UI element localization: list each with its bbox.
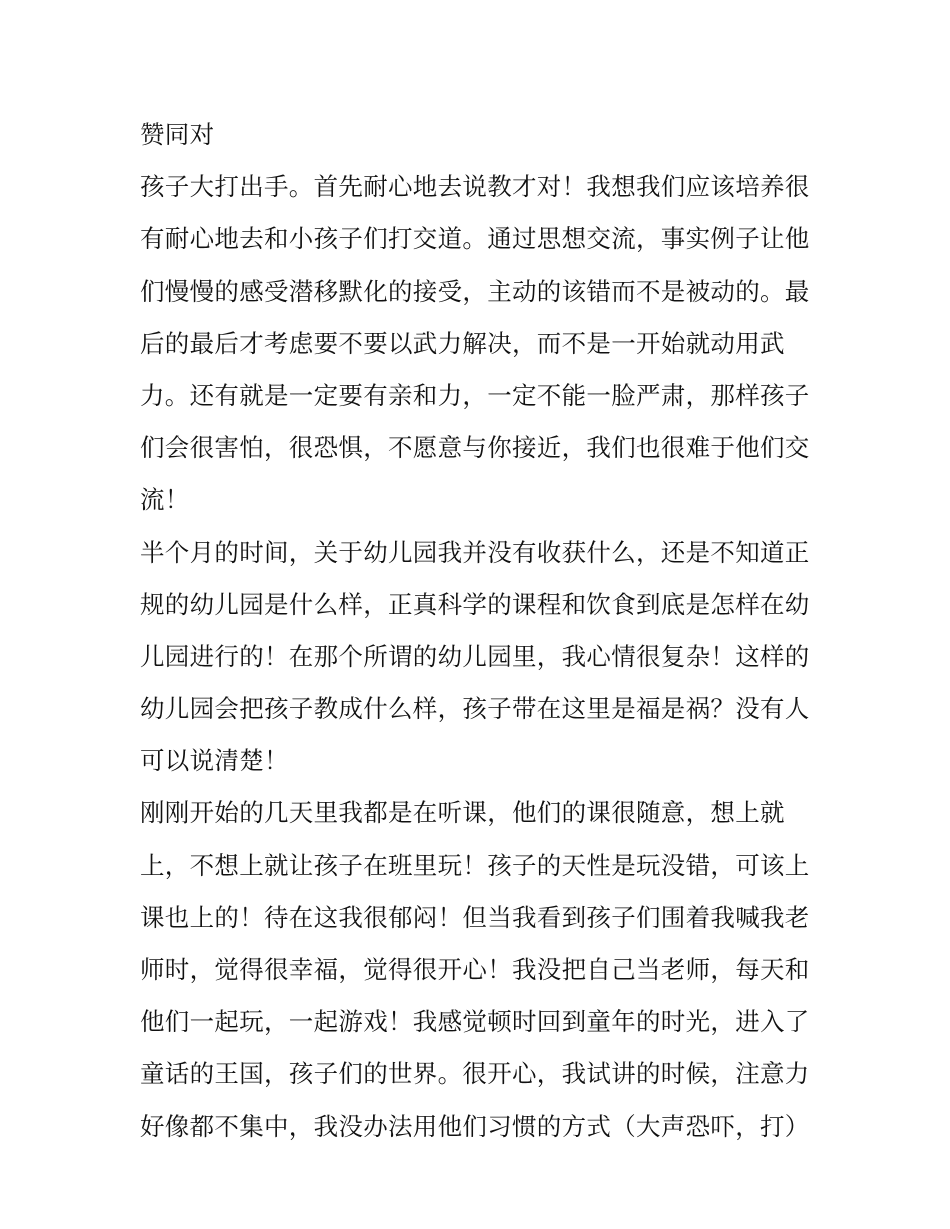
text-line-6: 力。还有就是一定要有亲和力，一定不能一脸严肃，那样孩子 [140, 380, 810, 410]
text-line-2: 孩子大打出手。首先耐心地去说教才对！我想我们应该培养很 [140, 172, 810, 202]
text-line-3: 有耐心地去和小孩子们打交道。通过思想交流，事实例子让他 [140, 224, 810, 254]
text-line-9: 半个月的时间，关于幼儿园我并没有收获什么，还是不知道正 [140, 537, 810, 567]
text-line-12: 幼儿园会把孩子教成什么样，孩子带在这里是福是祸？没有人 [140, 694, 810, 724]
text-line-19: 童话的王国，孩子们的世界。很开心，我试讲的时候，注意力 [140, 1059, 810, 1089]
text-line-10: 规的幼儿园是什么样，正真科学的课程和饮食到底是怎样在幼 [140, 589, 810, 619]
text-line-20: 好像都不集中，我没办法用他们习惯的方式（大声恐吓，打） [140, 1111, 810, 1141]
text-line-17: 师时，觉得很幸福，觉得很开心！我没把自己当老师，每天和 [140, 955, 810, 984]
text-line-11: 儿园进行的！在那个所谓的幼儿园里，我心情很复杂！这样的 [140, 641, 810, 671]
text-line-4: 们慢慢的感受潜移默化的接受，主动的该错而不是被动的。最 [140, 276, 810, 306]
text-line-18: 他们一起玩，一起游戏！我感觉顿时回到童年的时光，进入了 [140, 1007, 810, 1037]
text-line-5: 后的最后才考虑要不要以武力解决，而不是一开始就动用武 [140, 328, 785, 358]
text-line-1: 赞同对 [140, 120, 215, 149]
text-line-13: 可以说清楚！ [140, 746, 289, 776]
text-line-8: 流！ [140, 485, 190, 515]
text-line-16: 课也上的！待在这我很郁闷！但当我看到孩子们围着我喊我老 [140, 902, 810, 932]
text-line-7: 们会很害怕，很恐惧，不愿意与你接近，我们也很难于他们交 [140, 433, 810, 463]
text-line-14: 刚刚开始的几天里我都是在听课，他们的课很随意，想上就 [140, 798, 785, 828]
body-text [140, 109, 820, 1153]
text-line-15: 上，不想上就让孩子在班里玩！孩子的天性是玩没错，可该上 [140, 850, 810, 880]
